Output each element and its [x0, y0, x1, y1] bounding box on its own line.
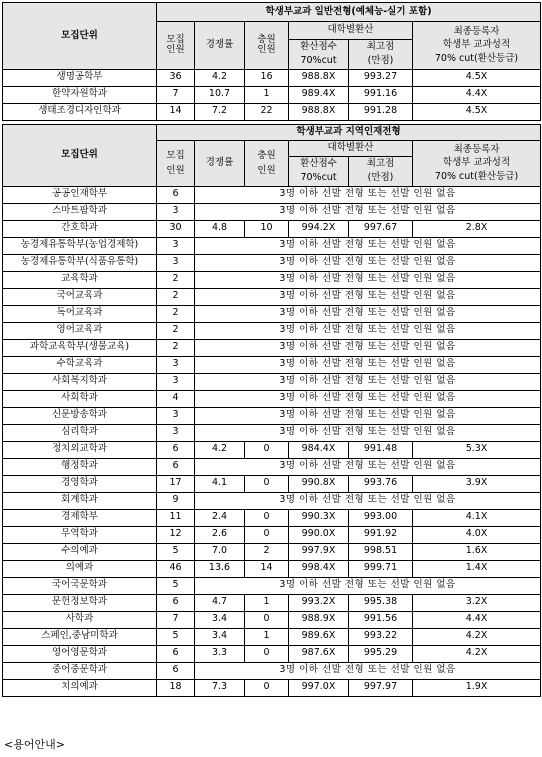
final-grade-cell: 4.5X [413, 103, 541, 120]
table-row [3, 679, 541, 696]
header-extra [245, 22, 289, 70]
quota-cell: 3 [157, 254, 195, 271]
general-admission-rows [3, 69, 541, 120]
not-applicable-note: 3명 이하 선발 전형 또는 선발 인원 없음 [195, 237, 541, 254]
quota-cell: 2 [157, 322, 195, 339]
not-applicable-note: 3명 이하 선발 전형 또는 선발 인원 없음 [195, 390, 541, 407]
table-row [3, 662, 541, 679]
competition-cell: 4.2 [195, 441, 245, 458]
extra-cell: 2 [245, 543, 289, 560]
not-applicable-note: 3명 이하 선발 전형 또는 선발 인원 없음 [195, 662, 541, 679]
unit-cell: 과학교육학부(생물교육) [3, 339, 157, 356]
unit-cell: 경영학과 [3, 475, 157, 492]
header-univ-convert: 대학별환산 [289, 141, 413, 157]
header-final-label: 최종등록자 학생부 교과성적 70% cut(환산등급) [434, 25, 519, 65]
unit-cell: 사회학과 [3, 390, 157, 407]
table-row [3, 288, 541, 305]
table-row [3, 305, 541, 322]
extra-cell: 16 [245, 69, 289, 86]
converted-score-cell: 988.8X [289, 103, 349, 120]
extra-cell: 0 [245, 526, 289, 543]
unit-cell: 정치외교학과 [3, 441, 157, 458]
extra-cell: 0 [245, 441, 289, 458]
header-extra [245, 141, 289, 187]
regional-talent-table [2, 124, 541, 697]
unit-cell: 사학과 [3, 611, 157, 628]
converted-score-cell: 987.6X [289, 645, 349, 662]
quota-cell: 9 [157, 492, 195, 509]
quota-cell: 3 [157, 373, 195, 390]
competition-cell: 4.1 [195, 475, 245, 492]
competition-cell: 4.8 [195, 220, 245, 237]
quota-cell: 4 [157, 390, 195, 407]
table-row [3, 424, 541, 441]
table-row [3, 220, 541, 237]
final-grade-cell: 4.2X [413, 645, 541, 662]
header-extra-label: 충원 인원 [257, 33, 276, 56]
quota-cell: 3 [157, 203, 195, 220]
unit-cell: 중어중문학과 [3, 662, 157, 679]
table-row [3, 560, 541, 577]
unit-cell: 스마트팜학과 [3, 203, 157, 220]
quota-cell: 2 [157, 271, 195, 288]
competition-cell: 2.4 [195, 509, 245, 526]
quota-cell: 3 [157, 424, 195, 441]
unit-cell: 무역학과 [3, 526, 157, 543]
header-final [413, 141, 541, 187]
table-row [3, 390, 541, 407]
quota-cell: 2 [157, 288, 195, 305]
quota-cell: 36 [157, 69, 195, 86]
header-max-score-label: 최고점 (만점) [366, 41, 395, 67]
not-applicable-note: 3명 이하 선발 전형 또는 선발 인원 없음 [195, 458, 541, 475]
unit-cell: 신문방송학과 [3, 407, 157, 424]
extra-cell: 1 [245, 628, 289, 645]
quota-cell: 18 [157, 679, 195, 696]
quota-cell: 7 [157, 86, 195, 103]
competition-cell: 4.7 [195, 594, 245, 611]
unit-cell: 농경제유통학부(농업경제학) [3, 237, 157, 254]
converted-score-cell: 997.0X [289, 679, 349, 696]
quota-cell: 2 [157, 305, 195, 322]
table-row [3, 458, 541, 475]
final-grade-cell: 1.4X [413, 560, 541, 577]
final-grade-cell: 3.2X [413, 594, 541, 611]
quota-cell: 6 [157, 594, 195, 611]
unit-cell: 의예과 [3, 560, 157, 577]
max-score-cell: 998.51 [349, 543, 413, 560]
not-applicable-note: 3명 이하 선발 전형 또는 선발 인원 없음 [195, 271, 541, 288]
converted-score-cell: 998.4X [289, 560, 349, 577]
quota-cell: 2 [157, 339, 195, 356]
final-grade-cell: 4.4X [413, 86, 541, 103]
max-score-cell: 991.92 [349, 526, 413, 543]
not-applicable-note: 3명 이하 선발 전형 또는 선발 인원 없음 [195, 492, 541, 509]
max-score-cell: 991.48 [349, 441, 413, 458]
unit-cell: 수의예과 [3, 543, 157, 560]
table-row [3, 492, 541, 509]
table-row [3, 186, 541, 203]
converted-score-cell: 989.4X [289, 86, 349, 103]
unit-cell: 국어교육과 [3, 288, 157, 305]
header-univ-convert: 대학별환산 [289, 22, 413, 40]
competition-cell: 3.4 [195, 611, 245, 628]
header-quota [157, 22, 195, 70]
unit-cell: 문헌정보학과 [3, 594, 157, 611]
quota-cell: 3 [157, 407, 195, 424]
table-row [3, 356, 541, 373]
competition-cell: 10.7 [195, 86, 245, 103]
quota-cell: 5 [157, 577, 195, 594]
header-max-score-label: 최고점 (만점) [366, 158, 395, 184]
header-converted-score-label: 환산점수 70%cut [300, 158, 337, 184]
table-row [3, 645, 541, 662]
unit-cell: 영어교육과 [3, 322, 157, 339]
quota-cell: 30 [157, 220, 195, 237]
quota-cell: 6 [157, 645, 195, 662]
max-score-cell: 991.16 [349, 86, 413, 103]
quota-cell: 6 [157, 441, 195, 458]
converted-score-cell: 988.8X [289, 69, 349, 86]
competition-cell: 4.2 [195, 69, 245, 86]
extra-cell: 0 [245, 509, 289, 526]
table-row [3, 526, 541, 543]
extra-cell: 14 [245, 560, 289, 577]
header-quota-label: 모집 인원 [166, 33, 185, 56]
unit-cell: 한약자원학과 [3, 86, 157, 103]
quota-cell: 3 [157, 237, 195, 254]
table-row [3, 373, 541, 390]
not-applicable-note: 3명 이하 선발 전형 또는 선발 인원 없음 [195, 407, 541, 424]
final-grade-cell: 4.0X [413, 526, 541, 543]
max-score-cell: 991.56 [349, 611, 413, 628]
table-row [3, 407, 541, 424]
competition-cell: 7.0 [195, 543, 245, 560]
max-score-cell: 993.27 [349, 69, 413, 86]
header-unit: 모집단위 [3, 125, 157, 187]
unit-cell: 독어교육과 [3, 305, 157, 322]
table-row [3, 441, 541, 458]
competition-cell: 3.4 [195, 628, 245, 645]
max-score-cell: 991.28 [349, 103, 413, 120]
extra-cell: 10 [245, 220, 289, 237]
quota-cell: 3 [157, 356, 195, 373]
not-applicable-note: 3명 이하 선발 전형 또는 선발 인원 없음 [195, 288, 541, 305]
converted-score-cell: 993.2X [289, 594, 349, 611]
table-row [3, 339, 541, 356]
not-applicable-note: 3명 이하 선발 전형 또는 선발 인원 없음 [195, 305, 541, 322]
quota-cell: 5 [157, 543, 195, 560]
quota-cell: 5 [157, 628, 195, 645]
unit-cell: 국어국문학과 [3, 577, 157, 594]
not-applicable-note: 3명 이하 선발 전형 또는 선발 인원 없음 [195, 339, 541, 356]
header-unit: 모집단위 [3, 3, 157, 70]
table-row [3, 271, 541, 288]
header-competition: 경쟁률 [195, 22, 245, 70]
header-final-label: 최종등록자 학생부 교과성적 70% cut(환산등급) [434, 143, 519, 183]
unit-cell: 스페인,중남미학과 [3, 628, 157, 645]
max-score-cell: 995.38 [349, 594, 413, 611]
table-row [3, 103, 541, 120]
final-grade-cell: 5.3X [413, 441, 541, 458]
table-row [3, 594, 541, 611]
unit-cell: 회계학과 [3, 492, 157, 509]
converted-score-cell: 997.9X [289, 543, 349, 560]
final-grade-cell: 3.9X [413, 475, 541, 492]
table-row [3, 237, 541, 254]
table-row [3, 254, 541, 271]
not-applicable-note: 3명 이하 선발 전형 또는 선발 인원 없음 [195, 356, 541, 373]
converted-score-cell: 990.3X [289, 509, 349, 526]
quota-cell: 14 [157, 103, 195, 120]
header-quota-label: 모집 인원 [166, 150, 185, 177]
table-row [3, 611, 541, 628]
table-title: 학생부교과 일반전형(예체능-실기 포함) [157, 3, 541, 22]
header-converted-score-label: 환산점수 70%cut [300, 41, 337, 67]
table-row [3, 69, 541, 86]
quota-cell: 6 [157, 662, 195, 679]
final-grade-cell: 4.4X [413, 611, 541, 628]
table-row [3, 509, 541, 526]
final-grade-cell: 2.8X [413, 220, 541, 237]
unit-cell: 생태조경디자인학과 [3, 103, 157, 120]
max-score-cell: 999.71 [349, 560, 413, 577]
table-row [3, 86, 541, 103]
not-applicable-note: 3명 이하 선발 전형 또는 선발 인원 없음 [195, 322, 541, 339]
max-score-cell: 995.29 [349, 645, 413, 662]
unit-cell: 간호학과 [3, 220, 157, 237]
quota-cell: 6 [157, 186, 195, 203]
unit-cell: 행정학과 [3, 458, 157, 475]
converted-score-cell: 989.6X [289, 628, 349, 645]
quota-cell: 11 [157, 509, 195, 526]
not-applicable-note: 3명 이하 선발 전형 또는 선발 인원 없음 [195, 186, 541, 203]
unit-cell: 심리학과 [3, 424, 157, 441]
competition-cell: 2.6 [195, 526, 245, 543]
final-grade-cell: 4.5X [413, 69, 541, 86]
unit-cell: 영어영문학과 [3, 645, 157, 662]
max-score-cell: 993.00 [349, 509, 413, 526]
competition-cell: 7.3 [195, 679, 245, 696]
not-applicable-note: 3명 이하 선발 전형 또는 선발 인원 없음 [195, 254, 541, 271]
competition-cell: 13.6 [195, 560, 245, 577]
header-max-score [349, 157, 413, 187]
unit-cell: 생명공학부 [3, 69, 157, 86]
quota-cell: 17 [157, 475, 195, 492]
max-score-cell: 997.97 [349, 679, 413, 696]
extra-cell: 0 [245, 475, 289, 492]
not-applicable-note: 3명 이하 선발 전형 또는 선발 인원 없음 [195, 577, 541, 594]
extra-cell: 0 [245, 645, 289, 662]
quota-cell: 46 [157, 560, 195, 577]
converted-score-cell: 990.0X [289, 526, 349, 543]
unit-cell: 교육학과 [3, 271, 157, 288]
competition-cell: 7.2 [195, 103, 245, 120]
unit-cell: 수학교육과 [3, 356, 157, 373]
final-grade-cell: 1.9X [413, 679, 541, 696]
unit-cell: 사회복지학과 [3, 373, 157, 390]
not-applicable-note: 3명 이하 선발 전형 또는 선발 인원 없음 [195, 373, 541, 390]
terminology-guide-heading: <용어안내> [4, 738, 65, 751]
header-competition: 경쟁률 [195, 141, 245, 187]
extra-cell: 0 [245, 611, 289, 628]
final-grade-cell: 1.6X [413, 543, 541, 560]
table-title: 학생부교과 지역인재전형 [157, 125, 541, 141]
not-applicable-note: 3명 이하 선발 전형 또는 선발 인원 없음 [195, 203, 541, 220]
table-row [3, 475, 541, 492]
header-extra-label: 충원 인원 [257, 150, 276, 177]
max-score-cell: 997.67 [349, 220, 413, 237]
unit-cell: 농경제유통학부(식품유통학) [3, 254, 157, 271]
unit-cell: 경제학부 [3, 509, 157, 526]
extra-cell: 1 [245, 86, 289, 103]
quota-cell: 12 [157, 526, 195, 543]
quota-cell: 7 [157, 611, 195, 628]
regional-talent-rows [3, 186, 541, 696]
table-row [3, 543, 541, 560]
max-score-cell: 993.22 [349, 628, 413, 645]
not-applicable-note: 3명 이하 선발 전형 또는 선발 인원 없음 [195, 424, 541, 441]
header-quota [157, 141, 195, 187]
unit-cell: 공공인재학부 [3, 186, 157, 203]
table-row [3, 577, 541, 594]
final-grade-cell: 4.1X [413, 509, 541, 526]
final-grade-cell: 4.2X [413, 628, 541, 645]
converted-score-cell: 988.9X [289, 611, 349, 628]
competition-cell: 3.3 [195, 645, 245, 662]
header-converted-score [289, 40, 349, 70]
table-row [3, 203, 541, 220]
extra-cell: 1 [245, 594, 289, 611]
converted-score-cell: 984.4X [289, 441, 349, 458]
general-admission-table [2, 2, 541, 121]
header-converted-score [289, 157, 349, 187]
quota-cell: 6 [157, 458, 195, 475]
table-row [3, 628, 541, 645]
max-score-cell: 993.76 [349, 475, 413, 492]
table-row [3, 322, 541, 339]
header-final [413, 22, 541, 70]
extra-cell: 22 [245, 103, 289, 120]
extra-cell: 0 [245, 679, 289, 696]
converted-score-cell: 990.8X [289, 475, 349, 492]
unit-cell: 치의예과 [3, 679, 157, 696]
header-max-score [349, 40, 413, 70]
converted-score-cell: 994.2X [289, 220, 349, 237]
